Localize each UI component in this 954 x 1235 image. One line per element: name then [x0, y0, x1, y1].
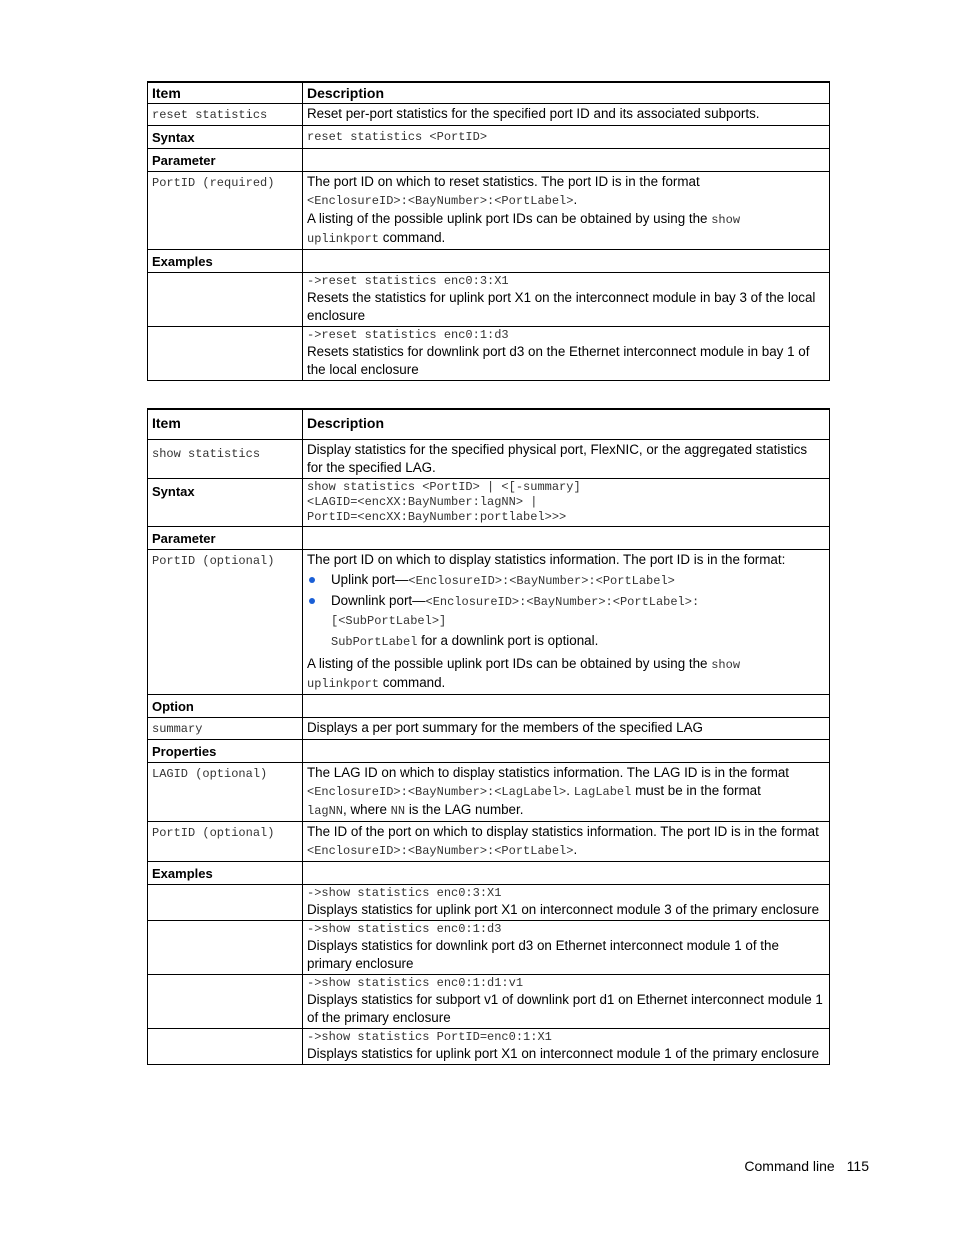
table-header-row [148, 409, 830, 440]
parameter-description: The port ID on which to display statistics information. The port ID is in the format: Uplink port—<EnclosureID>:<BayNumber>:<PortLabel> Downlink port—<EnclosureID>:<BayNumber>:<PortLabel>: [<SubPortLabel>] SubPortLabel for a downlink port is optional. A listing of the possible uplink port IDs can be obtained by using the show uplinkport command. [303, 550, 830, 695]
show-statistics-table [147, 408, 830, 1065]
example-row [148, 273, 830, 327]
example-row [148, 975, 830, 1029]
example-row [148, 327, 830, 381]
example-command: ->show statistics enc0:1:d1:v1 [307, 976, 524, 990]
parameter-label-row [148, 527, 830, 550]
example-cell [303, 975, 830, 1029]
properties-label: Properties [148, 740, 303, 763]
properties-label-row [148, 740, 830, 763]
list-item: Uplink port—<EnclosureID>:<BayNumber>:<PortLabel> [307, 571, 825, 590]
example-cell [303, 885, 830, 921]
example-description: Displays statistics for subport v1 of downlink port d1 on Ethernet interconnect module 1 of the primary enclosure [307, 992, 823, 1025]
example-command: ->reset statistics enc0:3:X1 [307, 274, 509, 288]
example-description: Displays statistics for downlink port d3 on Ethernet interconnect module 1 of the primary enclosure [307, 938, 779, 971]
example-row [148, 1029, 830, 1065]
property-description: The LAG ID on which to display statistics information. The LAG ID is in the format <EnclosureID>:<BayNumber>:<LagLabel>. LagLabel must be in the format lagNN, where NN is the LAG number. [303, 763, 830, 822]
syntax-value: reset statistics <PortID> [303, 126, 830, 149]
example-command: ->show statistics enc0:1:d3 [307, 922, 502, 936]
property-description: The ID of the port on which to display statistics information. The port ID is in the format <EnclosureID>:<BayNumber>:<PortLabel>. [303, 822, 830, 862]
command-description: Display statistics for the specified physical port, FlexNIC, or the aggregated statistics for the specified LAG. [303, 440, 830, 479]
syntax-label: Syntax [148, 126, 303, 149]
reset-statistics-table [147, 81, 830, 381]
command-name: show statistics [148, 440, 303, 479]
example-cell [303, 1029, 830, 1065]
parameter-description: The port ID on which to reset statistics. The port ID is in the format <EnclosureID>:<BayNumber>:<PortLabel>. A listing of the possible uplink port IDs can be obtained by using the show uplinkport command. [303, 172, 830, 250]
parameter-row [148, 550, 830, 695]
option-label-row [148, 695, 830, 718]
parameter-name: PortID (required) [148, 172, 303, 250]
option-description: Displays a per port summary for the members of the specified LAG [303, 718, 830, 740]
table-header-row [148, 82, 830, 104]
property-row [148, 763, 830, 822]
parameter-label-row [148, 149, 830, 172]
example-row [148, 921, 830, 975]
examples-label: Examples [148, 862, 303, 885]
property-row [148, 822, 830, 862]
example-row [148, 885, 830, 921]
example-cell [303, 273, 830, 327]
parameter-row [148, 172, 830, 250]
header-description: Description [303, 409, 830, 440]
syntax-row [148, 126, 830, 149]
bullet-icon [309, 598, 315, 604]
parameter-label: Parameter [148, 527, 303, 550]
command-row [148, 104, 830, 126]
property-name: LAGID (optional) [148, 763, 303, 822]
examples-label-row [148, 862, 830, 885]
example-cell [303, 921, 830, 975]
examples-label-row [148, 250, 830, 273]
example-command: ->show statistics enc0:3:X1 [307, 886, 502, 900]
example-cell [303, 327, 830, 381]
option-name: summary [148, 718, 303, 740]
page-footer [732, 1158, 869, 1174]
example-description: Displays statistics for uplink port X1 on interconnect module 3 of the primary enclosure [307, 902, 820, 917]
property-name: PortID (optional) [148, 822, 303, 862]
parameter-label: Parameter [148, 149, 303, 172]
syntax-row [148, 479, 830, 527]
header-item: Item [148, 409, 303, 440]
parameter-name: PortID (optional) [148, 550, 303, 695]
syntax-value: show statistics <PortID> | <[-summary] <LAGID=<encXX:BayNumber:lagNN> | PortID=<encXX:BayNumber:portlabel>>> [303, 479, 830, 527]
example-description: Resets the statistics for uplink port X1 on the interconnect module in bay 3 of the local enclosure [307, 290, 816, 323]
port-format-list [307, 571, 825, 630]
command-name: reset statistics [148, 104, 303, 126]
bullet-icon [309, 577, 315, 583]
example-command: ->show statistics PortID=enc0:1:X1 [307, 1030, 552, 1044]
example-command: ->reset statistics enc0:1:d3 [307, 328, 509, 342]
examples-label: Examples [148, 250, 303, 273]
example-description: Displays statistics for uplink port X1 on interconnect module 1 of the primary enclosure [307, 1046, 820, 1061]
page-number: 115 [846, 1158, 869, 1174]
syntax-label: Syntax [148, 479, 303, 527]
option-row [148, 718, 830, 740]
option-label: Option [148, 695, 303, 718]
example-description: Resets statistics for downlink port d3 on the Ethernet interconnect module in bay 1 of the local enclosure [307, 344, 810, 377]
list-item: Downlink port—<EnclosureID>:<BayNumber>:<PortLabel>: [<SubPortLabel>] [307, 592, 825, 630]
header-item: Item [148, 82, 303, 104]
command-description: Reset per-port statistics for the specified port ID and its associated subports. [303, 104, 830, 126]
header-description: Description [303, 82, 830, 104]
footer-section-title: Command line [744, 1158, 835, 1174]
command-row [148, 440, 830, 479]
